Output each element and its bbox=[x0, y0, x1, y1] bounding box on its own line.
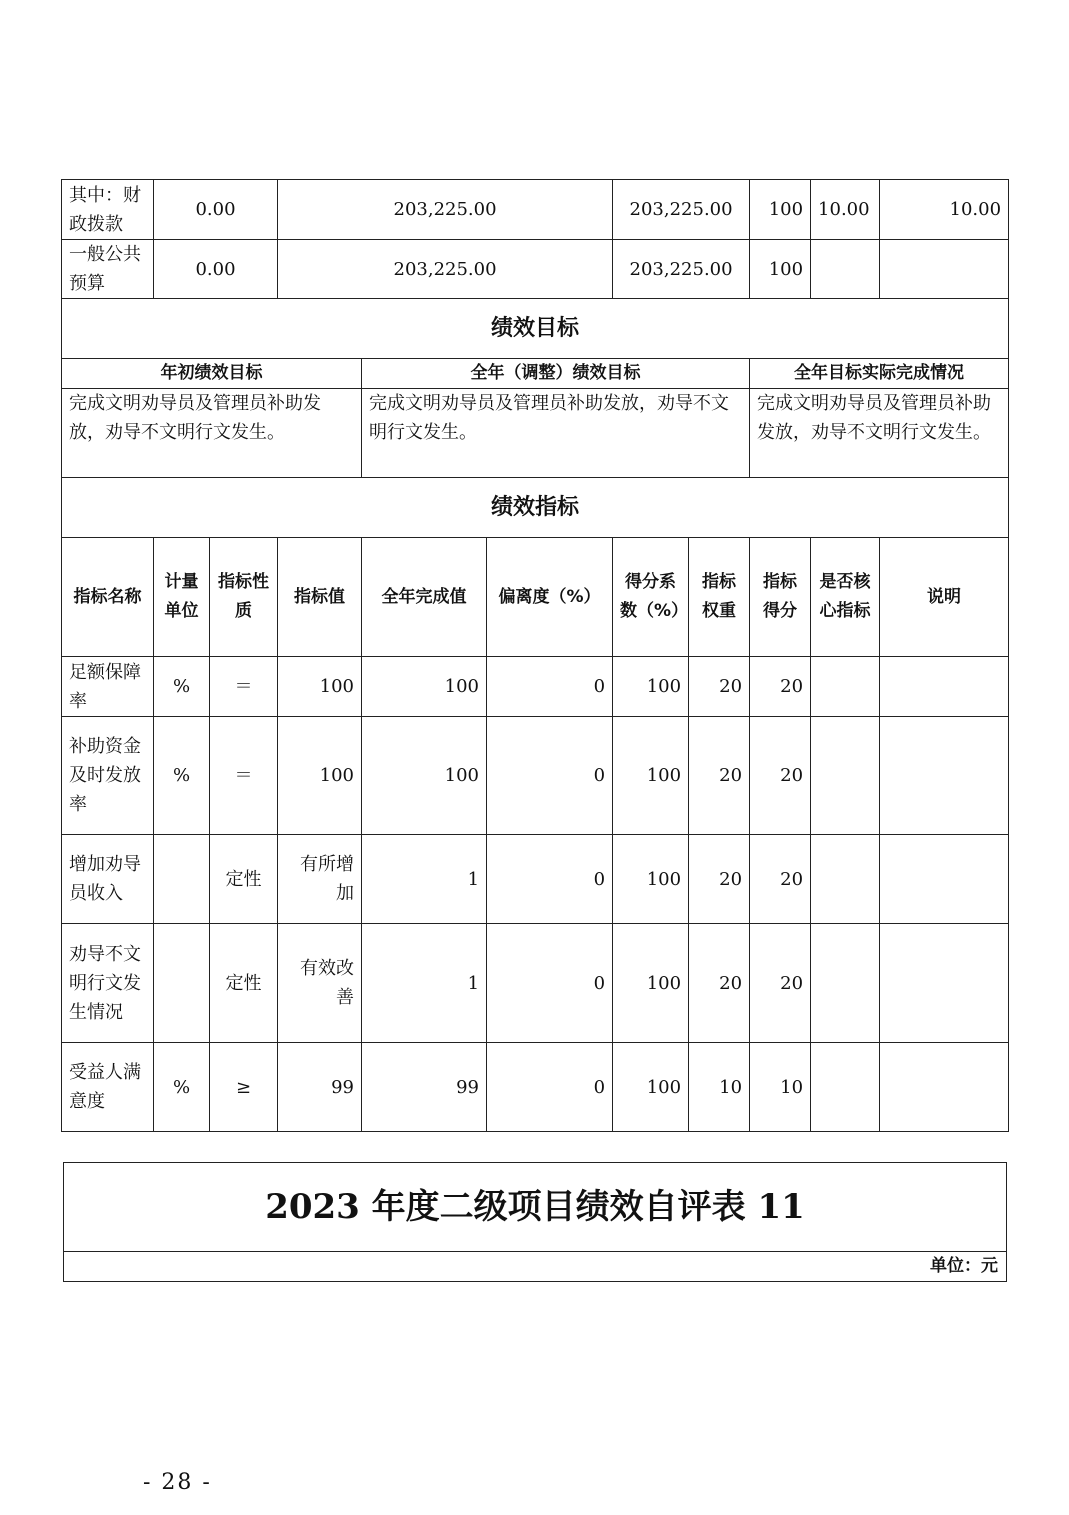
funding-score bbox=[880, 240, 1009, 299]
header-core: 是否核心指标 bbox=[811, 538, 880, 657]
indicator-value: 100 bbox=[278, 717, 362, 835]
indicator-score: 20 bbox=[750, 924, 811, 1043]
indicator-nature: ＝ bbox=[210, 717, 278, 835]
indicator-nature: ≥ bbox=[210, 1043, 278, 1132]
indicator-actual: 1 bbox=[362, 924, 487, 1043]
indicator-name: 补助资金及时发放率 bbox=[62, 717, 154, 835]
indicator-actual: 1 bbox=[362, 835, 487, 924]
indicator-name: 劝导不文明行文发生情况 bbox=[62, 924, 154, 1043]
indicator-score: 20 bbox=[750, 657, 811, 717]
header-nature: 指标性质 bbox=[210, 538, 278, 657]
funding-value-adjusted: 203,225.00 bbox=[278, 180, 613, 240]
funding-value-initial: 0.00 bbox=[154, 240, 278, 299]
indicator-core bbox=[811, 1043, 880, 1132]
indicator-note bbox=[880, 657, 1009, 717]
indicators-header-row bbox=[62, 538, 1009, 657]
indicator-deviation: 0 bbox=[487, 835, 613, 924]
indicator-name: 足额保障率 bbox=[62, 657, 154, 717]
indicator-deviation: 0 bbox=[487, 1043, 613, 1132]
indicator-name: 受益人满意度 bbox=[62, 1043, 154, 1132]
indicator-coef: 100 bbox=[613, 717, 689, 835]
indicator-score: 10 bbox=[750, 1043, 811, 1132]
indicator-coef: 100 bbox=[613, 1043, 689, 1132]
indicator-value: 有效改善 bbox=[278, 924, 362, 1043]
table-row bbox=[62, 1043, 1009, 1132]
unit-label: 单位：元 bbox=[64, 1252, 1007, 1282]
funding-value-initial: 0.00 bbox=[154, 180, 278, 240]
funding-value-actual: 203,225.00 bbox=[613, 180, 750, 240]
header-score: 指标得分 bbox=[750, 538, 811, 657]
goals-header-row bbox=[62, 359, 1009, 389]
indicator-nature: 定性 bbox=[210, 924, 278, 1043]
header-deviation: 偏离度（%） bbox=[487, 538, 613, 657]
indicator-value: 100 bbox=[278, 657, 362, 717]
indicator-deviation: 0 bbox=[487, 924, 613, 1043]
indicator-coef: 100 bbox=[613, 657, 689, 717]
performance-table bbox=[61, 179, 1009, 1132]
goals-actual-text: 完成文明劝导员及管理员补助发放，劝导不文明行文发生。 bbox=[750, 389, 1009, 478]
indicator-nature: 定性 bbox=[210, 835, 278, 924]
indicator-actual: 100 bbox=[362, 657, 487, 717]
indicator-actual: 100 bbox=[362, 717, 487, 835]
header-unit: 计量单位 bbox=[154, 538, 210, 657]
indicator-deviation: 0 bbox=[487, 657, 613, 717]
indicator-value: 99 bbox=[278, 1043, 362, 1132]
indicator-nature: ＝ bbox=[210, 657, 278, 717]
indicator-unit: % bbox=[154, 657, 210, 717]
indicator-unit: % bbox=[154, 1043, 210, 1132]
indicator-score: 20 bbox=[750, 717, 811, 835]
header-note: 说明 bbox=[880, 538, 1009, 657]
indicator-weight: 20 bbox=[689, 657, 750, 717]
goals-header-adjusted: 全年（调整）绩效目标 bbox=[362, 359, 750, 389]
header-weight: 指标权重 bbox=[689, 538, 750, 657]
funding-rate: 100 bbox=[750, 240, 811, 299]
funding-rate: 100 bbox=[750, 180, 811, 240]
goals-value-row bbox=[62, 389, 1009, 478]
funding-weight bbox=[811, 240, 880, 299]
goals-section-title: 绩效目标 bbox=[62, 299, 1009, 359]
funding-label: 一般公共预算 bbox=[62, 240, 154, 299]
funding-value-actual: 203,225.00 bbox=[613, 240, 750, 299]
indicator-deviation: 0 bbox=[487, 717, 613, 835]
goals-initial-text: 完成文明劝导员及管理员补助发放，劝导不文明行文发生。 bbox=[62, 389, 362, 478]
header-indicator-name: 指标名称 bbox=[62, 538, 154, 657]
table-row bbox=[62, 835, 1009, 924]
indicator-coef: 100 bbox=[613, 924, 689, 1043]
funding-value-adjusted: 203,225.00 bbox=[278, 240, 613, 299]
goals-adjusted-text: 完成文明劝导员及管理员补助发放，劝导不文明行文发生。 bbox=[362, 389, 750, 478]
indicator-core bbox=[811, 924, 880, 1043]
header-coef: 得分系数（%） bbox=[613, 538, 689, 657]
goals-header-initial: 年初绩效目标 bbox=[62, 359, 362, 389]
indicators-section-title: 绩效指标 bbox=[62, 478, 1009, 538]
indicator-weight: 20 bbox=[689, 835, 750, 924]
table-row bbox=[62, 924, 1009, 1043]
indicator-value: 有所增加 bbox=[278, 835, 362, 924]
goals-header-actual: 全年目标实际完成情况 bbox=[750, 359, 1009, 389]
indicator-unit bbox=[154, 924, 210, 1043]
funding-row-general bbox=[62, 240, 1009, 299]
indicator-score: 20 bbox=[750, 835, 811, 924]
indicator-coef: 100 bbox=[613, 835, 689, 924]
indicator-name: 增加劝导员收入 bbox=[62, 835, 154, 924]
next-table-header bbox=[63, 1162, 1007, 1282]
goals-section-row bbox=[62, 299, 1009, 359]
indicator-core bbox=[811, 835, 880, 924]
page-number: - 28 - bbox=[143, 1470, 212, 1495]
indicator-weight: 10 bbox=[689, 1043, 750, 1132]
funding-score: 10.00 bbox=[880, 180, 1009, 240]
next-table-title: 2023 年度二级项目绩效自评表 11 bbox=[64, 1163, 1007, 1252]
indicator-unit: % bbox=[154, 717, 210, 835]
indicator-core bbox=[811, 657, 880, 717]
indicator-weight: 20 bbox=[689, 717, 750, 835]
indicator-note bbox=[880, 717, 1009, 835]
header-actual: 全年完成值 bbox=[362, 538, 487, 657]
funding-weight: 10.00 bbox=[811, 180, 880, 240]
indicator-weight: 20 bbox=[689, 924, 750, 1043]
indicator-note bbox=[880, 924, 1009, 1043]
header-value: 指标值 bbox=[278, 538, 362, 657]
indicator-actual: 99 bbox=[362, 1043, 487, 1132]
indicator-note bbox=[880, 835, 1009, 924]
funding-row-fiscal bbox=[62, 180, 1009, 240]
indicators-section-row bbox=[62, 478, 1009, 538]
funding-label: 其中：财政拨款 bbox=[62, 180, 154, 240]
table-row bbox=[62, 717, 1009, 835]
table-row bbox=[62, 657, 1009, 717]
indicator-unit bbox=[154, 835, 210, 924]
indicator-core bbox=[811, 717, 880, 835]
indicator-note bbox=[880, 1043, 1009, 1132]
